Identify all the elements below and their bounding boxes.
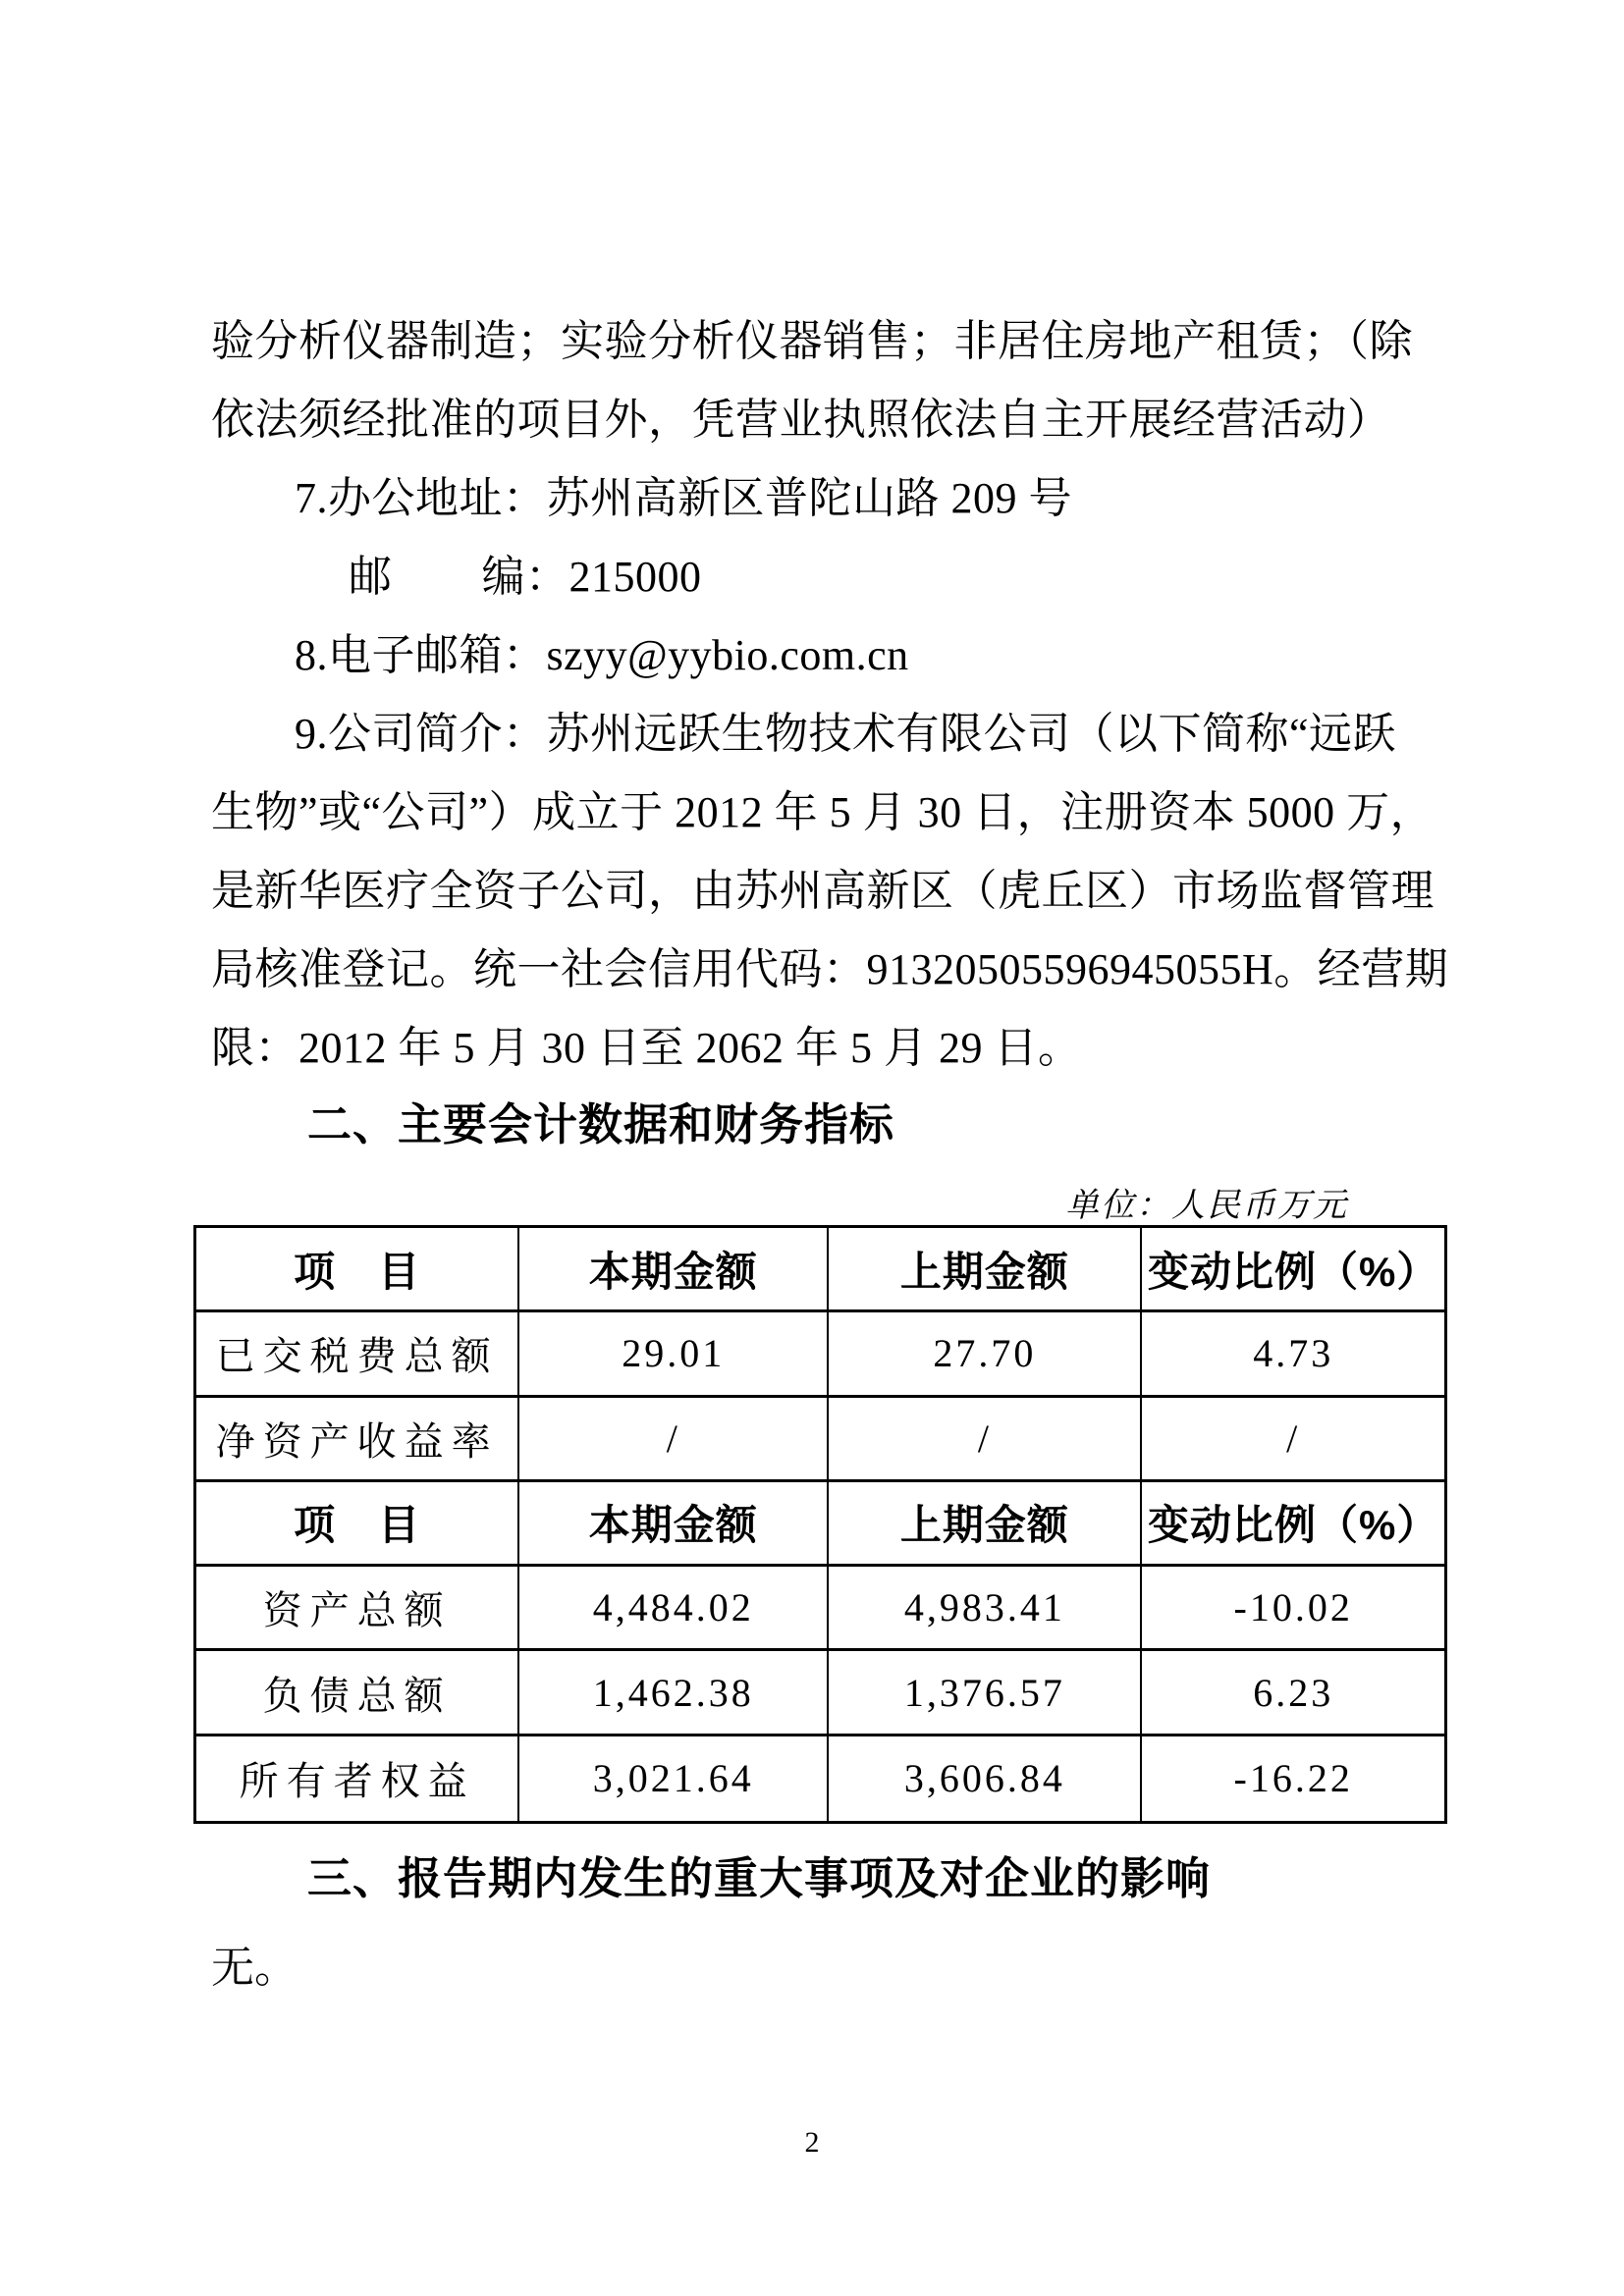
header-cell: 本期金额 (519, 1228, 829, 1312)
table-cell: / (519, 1398, 829, 1482)
header-cell: 变动比例（%） (1142, 1482, 1444, 1567)
company-intro-line: 生物”或“公司”）成立于 2012 年 5 月 30 日，注册资本 5000 万， (211, 788, 1435, 836)
email-line: 8.电子邮箱：szyy@yybio.com.cn (295, 631, 909, 679)
section-2-heading: 二、主要会计数据和财务指标 (307, 1099, 895, 1149)
header-cell: 变动比例（%） (1142, 1228, 1444, 1312)
postal-label-right: 编：215000 (481, 553, 702, 601)
financial-indicators-table (193, 1225, 1447, 1824)
company-intro-line: 限：2012 年 5 月 30 日至 2062 年 5 月 29 日。 (211, 1024, 1082, 1072)
table-cell: 所有者权益 (196, 1736, 519, 1821)
table-cell: / (1142, 1398, 1444, 1482)
header-cell: 上期金额 (829, 1482, 1142, 1567)
table-cell: -10.02 (1142, 1567, 1444, 1651)
header-cell: 项 目 (196, 1228, 519, 1312)
header-cell: 上期金额 (829, 1228, 1142, 1312)
postal-code-line (349, 552, 702, 603)
table-cell: 已交税费总额 (196, 1312, 519, 1397)
table-cell: 1,376.57 (829, 1651, 1142, 1735)
office-address-line: 7.办公地址：苏州高新区普陀山路 209 号 (295, 474, 1072, 522)
table-cell: / (829, 1398, 1142, 1482)
paragraph-line: 验分析仪器制造；实验分析仪器销售；非居住房地产租赁；（除 (211, 317, 1413, 365)
company-intro-line: 局核准登记。统一社会信用代码：91320505596945055H。经营期 (211, 945, 1449, 993)
page-number: 2 (804, 2126, 820, 2159)
table-cell: 资产总额 (196, 1567, 519, 1651)
table-cell: 净资产收益率 (196, 1398, 519, 1482)
table-cell: 4.73 (1142, 1312, 1444, 1397)
table-cell: 3,606.84 (829, 1736, 1142, 1821)
header-cell: 项 目 (196, 1482, 519, 1567)
table-cell: -16.22 (1233, 1756, 1353, 1801)
section-3-heading: 三、报告期内发生的重大事项及对企业的影响 (307, 1853, 1212, 1903)
company-intro-line: 9.公司简介：苏州远跃生物技术有限公司（以下简称“远跃 (295, 710, 1397, 758)
table-unit-note: 单位：人民币万元 (1065, 1188, 1348, 1224)
paragraph-line: 依法须经批准的项目外，凭营业执照依法自主开展经营活动） (211, 396, 1391, 444)
table-cell: 3,021.64 (519, 1736, 829, 1821)
table-cell: 4,983.41 (829, 1567, 1142, 1651)
table-cell: 4,484.02 (519, 1567, 829, 1651)
table-cell: 29.01 (519, 1312, 829, 1397)
none-text: 无。 (211, 1944, 298, 1992)
postal-label-left: 邮 (349, 553, 393, 601)
table-cell: 6.23 (1142, 1651, 1444, 1735)
table-cell: 27.70 (829, 1312, 1142, 1397)
company-intro-line: 是新华医疗全资子公司，由苏州高新区（虎丘区）市场监督管理 (211, 867, 1435, 915)
table-cell: 1,462.38 (519, 1651, 829, 1735)
header-cell: 本期金额 (519, 1482, 829, 1567)
table-cell: 负债总额 (196, 1651, 519, 1735)
